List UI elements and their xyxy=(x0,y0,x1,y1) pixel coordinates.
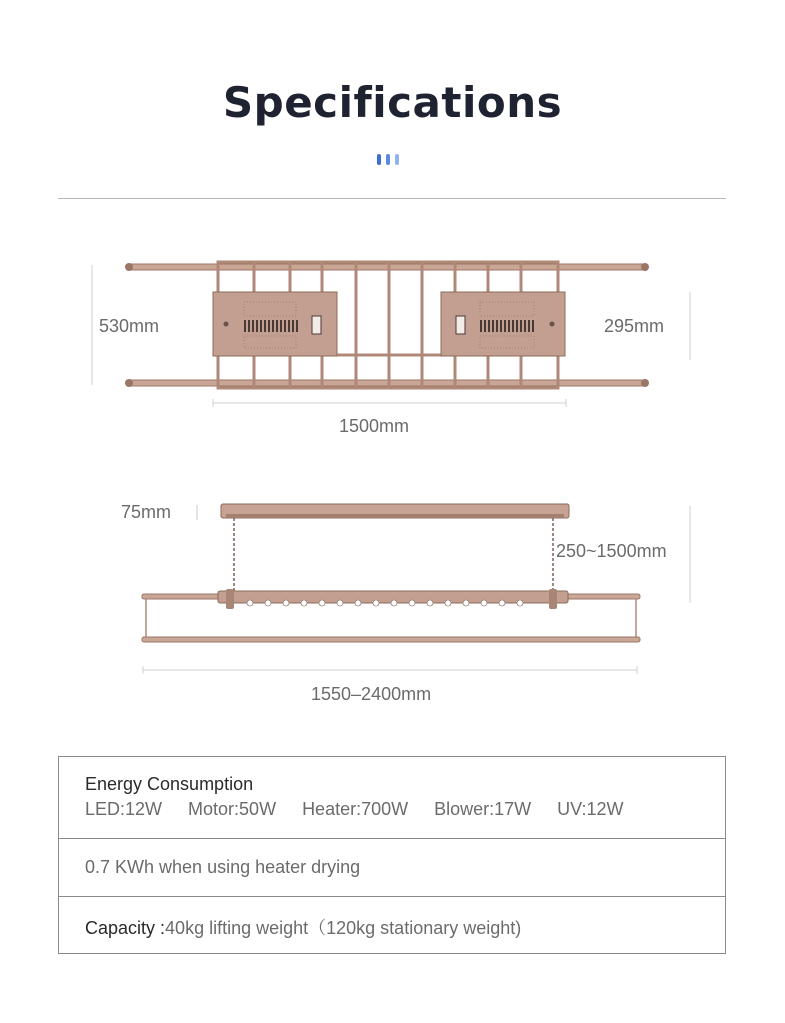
side-view-lift-range-label: 250~1500mm xyxy=(556,541,667,561)
top-view-width-label: 1500mm xyxy=(339,416,410,436)
page-title: Specifications xyxy=(222,78,563,127)
capacity-text xyxy=(85,914,521,940)
energy-item-motor: Motor:50W xyxy=(188,799,277,819)
energy-title: Energy Consumption xyxy=(85,774,254,794)
spec-table xyxy=(58,756,726,954)
energy-items xyxy=(85,799,650,820)
energy-item-led: LED:12W xyxy=(85,799,163,819)
energy-row xyxy=(59,757,725,839)
energy-item-uv: UV:12W xyxy=(557,799,624,819)
capacity-label: Capacity : xyxy=(85,918,166,938)
top-view-height-right-label: 295mm xyxy=(604,316,665,336)
heater-row xyxy=(59,839,725,897)
capacity-value: 40kg lifting weight（120kg stationary weight) xyxy=(165,918,522,938)
side-view-length-range-label: 1550–2400mm xyxy=(311,684,432,704)
capacity-row xyxy=(59,897,725,954)
top-view-height-left-label: 530mm xyxy=(99,316,160,336)
side-view-thickness-label: 75mm xyxy=(121,502,172,522)
top-view-drawing xyxy=(92,262,690,407)
side-view-drawing xyxy=(142,504,690,674)
energy-item-heater: Heater:700W xyxy=(302,799,409,819)
heater-note: 0.7 KWh when using heater drying xyxy=(85,857,361,877)
energy-item-blower: Blower:17W xyxy=(434,799,532,819)
